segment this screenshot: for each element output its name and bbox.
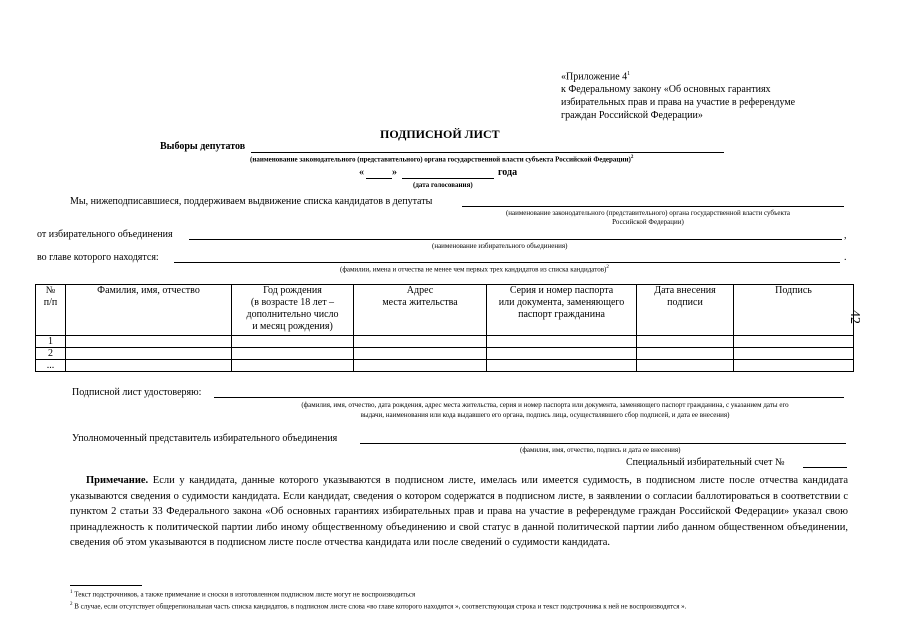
leaders-period: . [844,252,847,263]
certify-fill-line[interactable] [214,397,844,398]
note-paragraph [70,473,848,551]
special-account-label: Специальный избирательный счет № [626,457,785,468]
representative-fill-line[interactable] [360,443,846,444]
table-header-text: Адрес [406,285,434,296]
association-label: от избирательного объединения [37,229,173,240]
association-comma: , [844,230,847,241]
date-day-field[interactable] [366,178,392,179]
special-account-field[interactable] [803,467,847,468]
table-cell[interactable] [487,348,637,360]
table-cell[interactable] [232,336,354,348]
table-header-text: дополнительно число [246,309,339,320]
table-header-text: места жительства [382,297,458,308]
appendix-law-line: граждан Российской Федерации» [561,110,703,122]
table-cell[interactable] [734,336,854,348]
footnote-separator [70,585,142,586]
table-cell[interactable] [66,348,232,360]
table-cell[interactable] [487,336,637,348]
row-number: 1 [36,336,66,348]
date-caption: (дата голосования) [413,181,473,189]
appendix-title: «Приложение 4 [561,71,628,83]
year-label: года [498,167,518,178]
table-header-text: или документа, заменяющего [498,297,625,308]
table-header-cell [487,285,637,336]
table-header-row [36,285,854,336]
leaders-fill-line[interactable] [174,262,840,263]
table-cell[interactable] [232,360,354,372]
table-header-text: и месяц рождения) [252,321,333,332]
signature-table [35,284,854,372]
table-cell[interactable] [354,348,487,360]
table-header-text: № [45,285,56,296]
table-header-cell [232,285,354,336]
table-row [36,336,854,348]
table-header-cell [637,285,734,336]
page-title: ПОДПИСНОЙ ЛИСТ [380,127,500,141]
table-cell[interactable] [734,348,854,360]
appendix-header [561,68,795,122]
table-header-cell [36,285,66,336]
table-cell[interactable] [637,360,734,372]
footnote-2: $^2$ В случае, если отсутствует общерегиональная часть списка кандидатов, в подписном листе слова «во главе которого находятся », соответствующая строка и текст подстрочника к ней не воспроизводятся ». [70,602,687,611]
footnote-1: $^1$ Текст подстрочников, а также примечание и сноски в изготовленном подписном листе могут не воспроизводиться [70,590,416,599]
table-header-text: Дата внесения [654,285,716,296]
association-fill-line[interactable] [189,239,842,240]
date-month-field[interactable] [402,178,494,179]
table-header-text: Фамилия, имя, отчество [97,285,200,296]
page-number: 42 [847,310,862,324]
table-header-cell [66,285,232,336]
row-number: 2 [36,348,66,360]
support-caption: (наименование законодательного (представительного) органа государственной власти субъекта Российской Федерации) [505,209,791,226]
elections-label: Выборы депутатов [160,141,246,152]
table-cell[interactable] [354,360,487,372]
table-header-text: Подпись [775,285,812,296]
date-open-quote: « [359,167,364,178]
note-text: Если у кандидата, данные которого указываются в подписном листе, имелась или имеется судимость, в подписном листе после отчества кандидата указываются сведения о судимости кандидата. Если кандидат, сведения о котором содержатся в подписном листе, в заявлении о согласии баллотироваться в соответствии с пунктом 2 статьи 33 Федерального закона «Об основных гарантиях избирательных прав и права на участие в референдуме граждан Российской Федерации» указал свою принадлежность к политической партии либо иному общественному объединению и свой статус в данной политической партии либо данном общественном объединении, сведения об этом указываются в подписном листе после отчества кандидата или после сведений о судимости кандидата. [70,475,848,548]
table-header-text: Серия и номер паспорта [509,285,614,296]
footnote-mark: 1 [627,71,631,77]
representative-label: Уполномоченный представитель избирательного объединения [72,433,338,444]
table-header-cell [354,285,487,336]
table-header-text: (в возрасте 18 лет – [250,297,335,308]
table-header-cell [734,285,854,336]
note-label: Примечание. [86,475,149,486]
appendix-law-line: избирательных прав и права на участие в референдуме [561,97,796,109]
table-cell[interactable] [232,348,354,360]
leaders-label: во главе которого находятся: [37,252,159,263]
table-cell[interactable] [734,360,854,372]
table-header-text: подписи [667,297,703,308]
leaders-caption: (фамилии, имена и отчества не менее чем первых трех кандидатов из списка кандидатов)$^2$ [340,265,609,274]
appendix-law-line: к Федеральному закону «Об основных гарантиях [561,84,771,96]
representative-caption: (фамилия, имя, отчество, подпись и дата ее внесения) [520,446,681,454]
certify-label: Подписной лист удостоверяю: [72,387,202,398]
table-row [36,360,854,372]
table-cell[interactable] [66,336,232,348]
row-number: ... [36,360,66,372]
elections-fill-line[interactable] [251,152,724,153]
table-cell[interactable] [354,336,487,348]
date-close-quote: » [392,167,397,178]
table-cell[interactable] [66,360,232,372]
table-header-text: паспорт гражданина [518,309,605,320]
support-text: Мы, нижеподписавшиеся, поддерживаем выдвижение списка кандидатов в депутаты [70,196,433,207]
table-body [36,336,854,372]
certify-caption: (фамилия, имя, отчество, дата рождения, адрес места жительства, серия и номер паспорта или документа, заменяющего паспорт гражданина, с указанием даты его выдачи, наименования или кода выдавшего его органа, подпись лица, осуществлявшего сбор подписей, и дата ее внесения) [301,401,789,419]
table-row [36,348,854,360]
table-header-text: п/п [43,297,58,308]
table-cell[interactable] [487,360,637,372]
table-cell[interactable] [637,348,734,360]
table-cell[interactable] [637,336,734,348]
support-fill-line[interactable] [462,206,844,207]
table-header-text: Год рождения [263,285,322,296]
elections-caption: (наименование законодательного (представительного) органа государственной власти субъекта Российской Федерации)$^2$ [250,155,634,164]
association-caption: (наименование избирательного объединения) [432,242,568,250]
